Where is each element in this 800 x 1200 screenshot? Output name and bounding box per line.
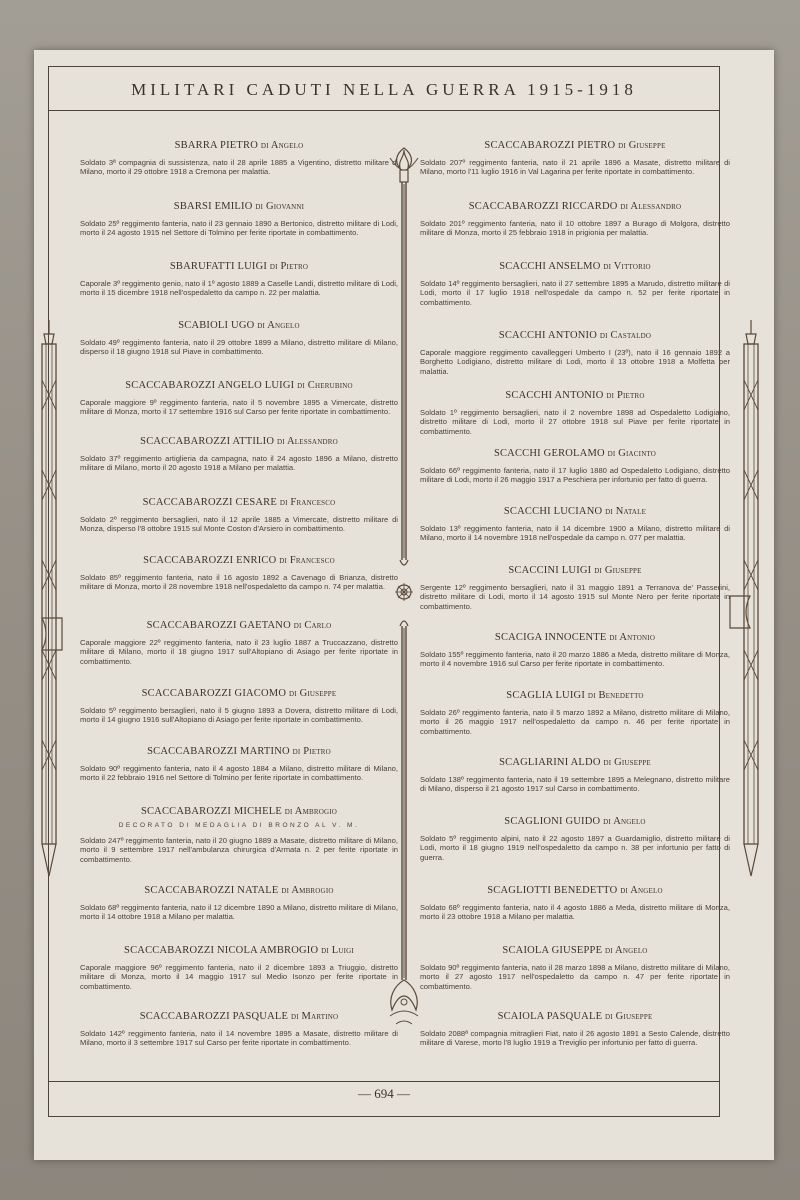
entry-name: SCACIGA INNOCENTE di Antonio — [494, 632, 656, 643]
entry — [420, 390, 730, 436]
entry — [80, 140, 398, 177]
entry-text: Soldato 68º reggimento fanteria, nato il 12 dicembre 1890 a Milano, distretto militare di Milano, morto il 14 ottobre 1918 a Milano per malattia. — [80, 903, 398, 922]
entry — [420, 261, 730, 307]
entry — [80, 688, 398, 725]
entry-name: SCAIOLA PASQUALE di Giuseppe — [497, 1011, 653, 1022]
entry-text: Soldato 2º reggimento bersaglieri, nato il 12 aprile 1885 a Vimercate, distretto militare di Monza, disperso l'8 ottobre 1915 sul Monte Coston d'Arsiero in combattimento. — [80, 515, 398, 534]
entry-text: Soldato 201º reggimento fanteria, nato il 10 ottobre 1897 a Burago di Molgora, distretto militare di Monza, morto il 25 febbraio 1918 in prigionia per malattia. — [420, 219, 730, 238]
entry — [80, 380, 398, 417]
entry — [420, 757, 730, 794]
entry — [420, 885, 730, 922]
entry — [420, 448, 730, 485]
entry-name: SCACCABAROZZI CESARE di Francesco — [142, 497, 336, 508]
entry-text: Soldato 1º reggimento bersaglieri, nato il 2 novembre 1898 ad Ospedaletto Lodigiano, distretto militare di Lodi, morto il 27 ottobre 1918 sul Piave per ferite riportate in combattimento. — [420, 408, 730, 436]
entry-name: SCACCABAROZZI ENRICO di Francesco — [143, 555, 335, 566]
entry — [80, 885, 398, 922]
page-number: — 694 — — [358, 1086, 410, 1101]
entry — [80, 261, 398, 298]
entry-name: SCACCABAROZZI MARTINO di Pietro — [147, 746, 331, 757]
page-title: MILITARI CADUTI NELLA GUERRA 1915-1918 — [131, 80, 637, 99]
entry-name: SCACCABAROZZI GIACOMO di Giuseppe — [141, 688, 337, 699]
entry-name: SBARUFATTI LUIGI di Pietro — [169, 261, 309, 272]
entry-name: SCACCINI LUIGI di Giuseppe — [508, 565, 642, 576]
entry-name: SCACCABAROZZI PASQUALE di Martino — [139, 1011, 339, 1022]
entry-name: SCACCABAROZZI NATALE di Ambrogio — [144, 885, 334, 896]
entry — [80, 436, 398, 473]
entry — [80, 320, 398, 357]
entry — [80, 620, 398, 666]
entry — [420, 816, 730, 862]
entry-text: Caporale maggiore 9º reggimento fanteria, nato il 5 novembre 1895 a Vimercate, distretto militare di Monza, morto il 17 settembre 1916 sul Carso per ferite riportate in combattimento. — [80, 398, 398, 417]
entry — [80, 746, 398, 783]
entry-text: Soldato 66º reggimento fanteria, nato il 17 luglio 1880 ad Ospedaletto Lodigiano, distretto militare di Lodi, morto il 26 maggio 1917 a Peschiera per infortunio per fatto di guerra. — [420, 466, 730, 485]
entry-name: SCAGLIARINI ALDO di Giuseppe — [499, 757, 651, 768]
entry — [80, 201, 398, 238]
entry-text: Soldato 155º reggimento fanteria, nato il 20 marzo 1886 a Meda, distretto militare di Monza, morto il 4 novembre 1916 sul Carso per ferite riportate in combattimento. — [420, 650, 730, 669]
entry-name: SCACCABAROZZI GAETANO di Carlo — [146, 620, 332, 631]
entry-text: Soldato 14º reggimento bersaglieri, nato il 27 settembre 1895 a Marudo, distretto militare di Lodi, morto il 17 luglio 1918 nell'ospedale da campo n. 52 per ferite riportate in combattimento. — [420, 279, 730, 307]
entry — [420, 330, 730, 376]
entry-name: SCACCHI ANTONIO di Pietro — [505, 390, 645, 401]
entry-text: Soldato 3ª compagnia di sussistenza, nato il 28 aprile 1885 a Vigentino, distretto militare di Milano, morto il 29 ottobre 1918 a Cremona per malattia. — [80, 158, 398, 177]
entry — [420, 565, 730, 611]
entry-name: SCAIOLA GIUSEPPE di Angelo — [502, 945, 648, 956]
entry — [420, 140, 730, 177]
entry-name: SCABIOLI UGO di Angelo — [178, 320, 300, 331]
entry-decoration: DECORATO DI MEDAGLIA DI BRONZO AL V. M. — [118, 822, 360, 829]
entry — [420, 632, 730, 669]
entry-text: Soldato 5º reggimento bersaglieri, nato il 5 giugno 1893 a Dovera, distretto militare di Lodi, morto il 14 giugno 1916 sull'Altopiano di Asiago per ferite riportate in combattimento. — [80, 706, 398, 725]
entry — [80, 555, 398, 592]
entry-text: Soldato 85º reggimento fanteria, nato il 16 agosto 1892 a Cavenago di Brianza, distretto militare di Monza, morto il 28 novembre 1918 nell'ospedaletto da campo n. 74 per malattia. — [80, 573, 398, 592]
entry-text: Soldato 2088ª compagnia mitraglieri Fiat, nato il 26 agosto 1891 a Sesto Calende, distretto militare di Varese, morto l'8 luglio 1919 a Treviglio per infortunio per fatto di guerra. — [420, 1029, 730, 1048]
entry-name: SCACCABAROZZI PIETRO di Giuseppe — [484, 140, 666, 151]
entry-name: SCACCABAROZZI MICHELE di Ambrogio — [140, 806, 338, 817]
entry-text: Soldato 247º reggimento fanteria, nato il 20 giugno 1889 a Masate, distretto militare di Milano, morto il 9 settembre 1917 nell'ambulanza chirurgica d'Armata n. 2 per ferite riportate in combattimento. — [80, 836, 398, 864]
entry-text: Soldato 207º reggimento fanteria, nato il 21 aprile 1896 a Masate, distretto militare di Milano, morto l'11 luglio 1916 in Val Lagarina per ferite riportate in combattimento. — [420, 158, 730, 177]
entry-text: Soldato 37º reggimento artiglieria da campagna, nato il 24 agosto 1896 a Milano, distretto militare di Milano, morto il 20 agosto 1918 a Milano per malattia. — [80, 454, 398, 473]
entry-name: SBARRA PIETRO di Angelo — [174, 140, 304, 151]
entry-name: SCAGLIOTTI BENEDETTO di Angelo — [487, 885, 663, 896]
entry-text: Soldato 13º reggimento fanteria, nato il 14 dicembre 1900 a Milano, distretto militare di Milano, morto il 14 novembre 1918 nell'ospedale da campo n. 077 per malattia. — [420, 524, 730, 543]
entry-name: SCACCABAROZZI ANGELO LUIGI di Cherubino — [125, 380, 353, 391]
footer-rule — [48, 1081, 720, 1082]
entry-text: Caporale maggiore 96º reggimento fanteria, nato il 2 dicembre 1893 a Triuggio, distretto militare di Monza, morto il 14 maggio 1917 sul Medio Isonzo per ferite riportate in combattimento. — [80, 963, 398, 991]
entry — [420, 1011, 730, 1048]
entry-text: Soldato 90º reggimento fanteria, nato il 28 marzo 1898 a Milano, distretto militare di Milano, morto il 27 agosto 1917 nell'ospedaletto da campo n. 47 per ferite riportate in combattimento. — [420, 963, 730, 991]
entry-name: SCAGLIA LUIGI di Benedetto — [506, 690, 644, 701]
left-fasces-ornament — [36, 320, 62, 880]
entry-text: Soldato 26º reggimento fanteria, nato il 5 marzo 1892 a Milano, distretto militare di Milano, morto il 26 maggio 1917 nell'ospedaletto da campo n. 46 per ferite riportate in combattimento. — [420, 708, 730, 736]
entry — [80, 497, 398, 534]
entry — [80, 806, 398, 864]
entry-text: Soldato 138º reggimento fanteria, nato il 19 settembre 1895 a Melegnano, distretto militare di Milano, disperso il 21 agosto 1917 sul Carso in combattimento. — [420, 775, 730, 794]
entry-text: Soldato 68º reggimento fanteria, nato il 4 agosto 1886 a Meda, distretto militare di Monza, morto il 23 ottobre 1918 a Milano per malattia. — [420, 903, 730, 922]
entry-name: SCACCABAROZZI RICCARDO di Alessandro — [468, 201, 682, 212]
entry — [80, 1011, 398, 1048]
entry-name: SCACCHI ANTONIO di Castaldo — [498, 330, 652, 341]
entry-text: Caporale maggiore reggimento cavalleggeri Umberto I (23º), nato il 16 gennaio 1892 a Borghetto Lodigiano, distretto militare di Lodi, morto il 13 ottobre 1918 a Molfetta per malattia. — [420, 348, 730, 376]
entry — [420, 690, 730, 736]
entry-text: Soldato 5º reggimento alpini, nato il 22 agosto 1897 a Guardamiglio, distretto militare di Lodi, morto il 18 giugno 1919 nell'ospedaletto da campo n. 38 per infortunio per fatto di guerra. — [420, 834, 730, 862]
entry-name: SCAGLIONI GUIDO di Angelo — [504, 816, 646, 827]
entry-name: SCACCHI LUCIANO di Natale — [503, 506, 647, 517]
entry-text: Caporale 3º reggimento genio, nato il 1º agosto 1889 a Caselle Landi, distretto militare di Lodi, morto il 15 dicembre 1918 nell'ospedaletto da campo n. 22 per malattia. — [80, 279, 398, 298]
entry-name: SCACCHI GEROLAMO di Giacinto — [493, 448, 657, 459]
entry — [420, 506, 730, 543]
entry — [420, 945, 730, 991]
entry-name: SCACCABAROZZI ATTILIO di Alessandro — [140, 436, 338, 447]
entry-text: Soldato 49º reggimento fanteria, nato il 29 ottobre 1899 a Milano, distretto militare di Milano, disperso il 18 giugno 1918 sul Piave in combattimento. — [80, 338, 398, 357]
entry-text: Sergente 12º reggimento bersaglieri, nato il 31 maggio 1891 a Terranova de' Passerini, distretto militare di Lodi, morto il 14 agosto 1915 sul Monte Nero per ferite riportate in combattimento. — [420, 583, 730, 611]
entry — [420, 201, 730, 238]
entry-text: Caporale maggiore 22º reggimento fanteria, nato il 23 luglio 1887 a Truccazzano, distretto militare di Milano, morto il 18 giugno 1917 sull'Altopiano di Asiago per ferite riportate in combattimento. — [80, 638, 398, 666]
header-rule — [48, 110, 720, 111]
entry — [80, 945, 398, 991]
entry-text: Soldato 142º reggimento fanteria, nato il 14 novembre 1895 a Masate, distretto militare di Milano, morto il 3 settembre 1917 sul Carso per ferite riportate in combattimento. — [80, 1029, 398, 1048]
entry-name: SBARSI EMILIO di Giovanni — [173, 201, 305, 212]
entry-text: Soldato 90º reggimento fanteria, nato il 4 agosto 1884 a Milano, distretto militare di Milano, morto il 22 febbraio 1916 nel Settore di Tolmino per ferite riportate in combattimento. — [80, 764, 398, 783]
left-axe-icon — [40, 614, 66, 654]
entry-name: SCACCABAROZZI NICOLA AMBROGIO di Luigi — [124, 945, 354, 956]
entry-name: SCACCHI ANSELMO di Vittorio — [499, 261, 651, 272]
entry-text: Soldato 25º reggimento fanteria, nato il 23 gennaio 1890 a Bertonico, distretto militare di Lodi, morto il 24 agosto 1915 nel Settore di Tolmino per ferite riportate in combattimento. — [80, 219, 398, 238]
